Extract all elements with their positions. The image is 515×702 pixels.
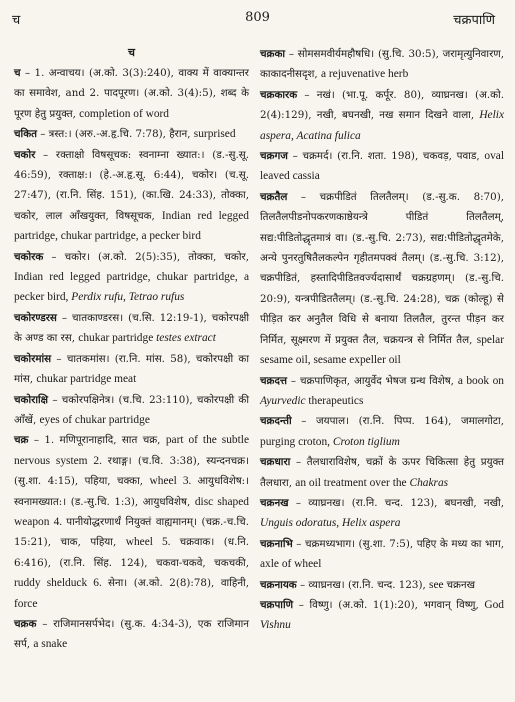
latin-name: Unguis odoratus, Helix aspera xyxy=(260,517,401,530)
headword: चक्रनख xyxy=(260,496,289,509)
headword: च xyxy=(14,67,21,79)
headword: चक्रक xyxy=(14,617,37,630)
headword: चक्रकारक xyxy=(260,88,298,101)
dictionary-entry xyxy=(14,430,249,614)
dictionary-entry xyxy=(260,534,504,575)
english-gloss: completion of word xyxy=(79,107,169,120)
latin-name: Perdix rufu, Tetrao rufus xyxy=(71,291,185,304)
english-gloss: a book on xyxy=(457,374,504,387)
definition: – चक्रपाणिकृत, आयुर्वेद भेषज ग्रन्थ विशेष, xyxy=(287,374,458,387)
dictionary-entry xyxy=(260,452,504,493)
definition: आयुधविशेष:। स्वनामख्यात:। (ड.-सु.चि. 1:3), आयुधविशेष, xyxy=(14,475,250,508)
dictionary-entry xyxy=(14,614,249,655)
definition: – राजिमानसर्पभेद। (सु.क. 4:34-3), एक राजिमान सर्प, xyxy=(14,617,249,651)
english-gloss: ruddy shelduck 6. xyxy=(14,577,108,590)
cross-reference: चक्रनख xyxy=(446,578,476,591)
headword: चक्रतैल xyxy=(260,190,288,203)
definition: – व्याघ्रनख। (रा.नि. चन्द. 123), xyxy=(296,578,430,591)
dictionary-entry xyxy=(260,493,504,534)
dictionary-entry xyxy=(260,146,504,187)
english-gloss: surprised xyxy=(193,128,236,141)
right-column xyxy=(260,44,504,636)
definition: – 1. मणिपूरानाहादि, सात चक्र, xyxy=(28,434,166,447)
definition: – नखं। (भा.पू. कर्पूर. 80), व्याघ्रनख। (अ.को. 2(4):129), नखी, बघनखी, नख समान दिखने वाला, xyxy=(260,88,504,122)
headword: चकोरण्डरस xyxy=(14,311,57,324)
english-gloss: a rejuvenative herb xyxy=(320,68,409,81)
headword: चक्रधारा xyxy=(260,456,291,469)
english-gloss: therapeutics xyxy=(305,394,364,407)
definition: – विष्णु। (अ.को. 1(1):20), भगवान् विष्णु, xyxy=(293,598,485,611)
dictionary-entry xyxy=(14,124,249,144)
english-gloss: axle of wheel xyxy=(260,558,322,571)
dictionary-entry xyxy=(14,349,249,390)
english-gloss: see xyxy=(429,578,447,591)
definition: सेना। (अ.को. 2(8):78), वाहिनी, xyxy=(107,577,249,590)
dictionary-entry xyxy=(260,575,504,595)
definition: – चक्रपीडितं तिलतैलम्। (ड.-सु.क. 8:70), तिलतैलपीडनोपकरणकाष्ठेयन्त्रे पीडितं तिलतैलम्, सद्य:पीडितोद्धृतमात्रं वा। (ड.-सु.चि. 2:73), सद्य:पीडितोद्धृतमेके, अन्ये पुनरतुषितैलकल्पेन गृहीतमपक्वं तैलम्। (ड.-सु.चि. 3:12), चक्रपीडितं, हस्तादिपीडितवर्ज्यदासार्थं चक्रग्रहणम्। (ड.-सु.चि. 20:9), यन्त्रपीडिततैलम्। (ड.-सु.चि. 24:28), चक्र (कोल्हू) से पीड़ित कर अनुतैल विधि से बनाया तिलतैल, तुरन्त पीड़न कर निर्मित, सूक्ष्मरण में प्रयुक्त तैल, चक्रयन्त्र से निर्मित तैल, xyxy=(260,190,504,346)
definition: – सोमसमवीर्यमहौषधि। (सु.चि. 30:5), जरामृत्युनिवारण, काकादनीसदृश, xyxy=(260,48,504,81)
dictionary-entry xyxy=(260,187,504,371)
header-section-letter: च xyxy=(12,13,21,28)
latin-name: Croton tiglium xyxy=(332,435,400,448)
definition: रथाङ्ग। (च.वि. 3:38), स्यन्दनचक्र। (सु.शा. 4:15), पहिया, चक्का, xyxy=(14,454,249,488)
english-gloss: chukar partridge xyxy=(78,332,157,345)
english-gloss: a snake xyxy=(33,638,68,651)
headword: चकित xyxy=(14,128,37,141)
definition: – चक्रमध्यभाग। (सु.शा. 7:5), पहिए के मध्य का भाग, xyxy=(292,537,504,550)
latin-name: Chakras xyxy=(409,476,449,489)
latin-name: testes extract xyxy=(156,332,216,345)
dictionary-entry xyxy=(260,44,504,85)
headword: चकोरक xyxy=(14,250,44,263)
headword: चक्रगज xyxy=(260,150,288,163)
dictionary-entry xyxy=(14,63,249,124)
page-header xyxy=(12,10,503,28)
latin-name: Vishnu xyxy=(260,619,291,632)
english-gloss: God xyxy=(484,598,504,611)
dictionary-entry xyxy=(260,595,504,636)
headword: चक्रनायक xyxy=(260,578,297,591)
headword: चक्रका xyxy=(260,48,286,60)
definition: – व्याघ्रनख। (रा.नि. चन्द. 123), बघनखी, नखी, xyxy=(288,496,504,509)
dictionary-entry xyxy=(260,85,504,146)
definition: – चक्रमर्द। (रा.नि. शता. 198), चकवड़, पवाड, xyxy=(287,150,485,163)
definition: – चातकमांस। (रा.नि. मांस. 58), चकोरपक्षी का मांस, xyxy=(14,352,249,386)
definition: – चकोरपक्षिनेत्र। (च.चि. 23:110), चकोरपक्षी की आँखें, xyxy=(14,393,249,426)
headword: चकोर xyxy=(14,148,36,161)
dictionary-entry xyxy=(260,371,504,412)
english-gloss: force xyxy=(14,597,38,610)
dictionary-entry xyxy=(14,390,249,431)
latin-name: Ayurvedic xyxy=(260,394,306,407)
english-gloss: oval leaved cassia xyxy=(260,150,504,183)
dictionary-entry xyxy=(14,145,249,247)
definition: – रक्ताक्षो विषसूचक: स्वनाम्ना ख्यात:। (ड.-सु.सू. 46:59), रक्ताक्ष:। (हे.-अ.हृ.सू. 6:44), चकोर। (च.सू. 27:47), (रा.नि. सिंह. 151), (का.खि. 24:33), तोक्का, चकोर, लाल आँखयुक्त, विषसूचक, xyxy=(14,148,249,222)
english-gloss: eyes of chukar partridge xyxy=(39,413,150,426)
dictionary-entry xyxy=(260,411,504,452)
english-gloss: part of the subtle nervous system 2. xyxy=(14,434,250,467)
header-running-title: चक्रपाणि xyxy=(453,13,495,28)
headword: चक्रदन्ती xyxy=(260,415,292,428)
dictionary-entry xyxy=(14,247,249,308)
headword: चक्रदत्त xyxy=(260,374,288,387)
dictionary-entry xyxy=(14,308,249,349)
definition: – चातकाण्डरस। (च.सि. 12:19-1), चकोरपक्षी के अण्ड का रस, xyxy=(14,311,249,345)
english-gloss: chukar partridge meat xyxy=(36,373,137,386)
english-gloss: Indian red legged partridge, chukar partridge, a pecker bird, xyxy=(14,271,249,304)
english-gloss: Indian red legged partridge, chukar partridge, a pecker bird xyxy=(14,209,249,243)
english-gloss: an oil treatment over the xyxy=(295,476,410,489)
latin-name: Helix aspera, Acatina fulica xyxy=(260,109,504,142)
definition: – चकोर। (अ.को. 2(5):35), तोक्का, चकोर, xyxy=(43,250,249,263)
headword: चकोरमांस xyxy=(14,352,52,365)
english-gloss: wheel 3. xyxy=(149,475,198,488)
page-number: 809 xyxy=(245,10,270,25)
headword: चकोराक्षि xyxy=(14,393,49,406)
english-gloss: spelar sesame oil, sesame expeller oil xyxy=(260,333,504,367)
english-gloss: wheel 5. xyxy=(125,536,180,549)
definition: – 1. अन्वाचय। (अ.को. 3(3):240), वाक्य में वाक्यान्तर का समावेश, and 2. पादपूरण। (अ.को. 3(4):5), शब्द के पूरण हेतु प्रयुक्त, xyxy=(14,67,249,120)
left-column xyxy=(14,44,249,655)
headword: चक्र xyxy=(14,434,29,447)
definition: – त्रस्त:। (अरु.-अ.हृ.चि. 7:78), हैरान, xyxy=(36,128,194,141)
definition: चक्रवाक। (ध.नि. 6:416), (रा.नि. सिंह. 124), चकवा-चकवे, चकचकी, xyxy=(14,536,250,569)
headword: चक्रनाभि xyxy=(260,537,293,550)
definition: – तैलधाराविशेष, चक्रों के ऊपर चिकित्सा हेतु प्रयुक्त तैलधारा, xyxy=(260,456,504,489)
headword: चक्रपाणि xyxy=(260,598,294,611)
definition: पानीयोद्धरणार्थं नियुक्तं वाह्यमानम्। (चक्र.-च.चि. 15:21), चाक, पहिया, xyxy=(14,515,249,549)
english-gloss: purging croton, xyxy=(260,435,333,448)
english-gloss: disc shaped weapon 4. xyxy=(14,495,249,528)
section-heading: च xyxy=(128,46,135,59)
definition: – जयपाल। (रा.नि. पिप्प. 164), जमालगोटा, xyxy=(291,415,504,428)
